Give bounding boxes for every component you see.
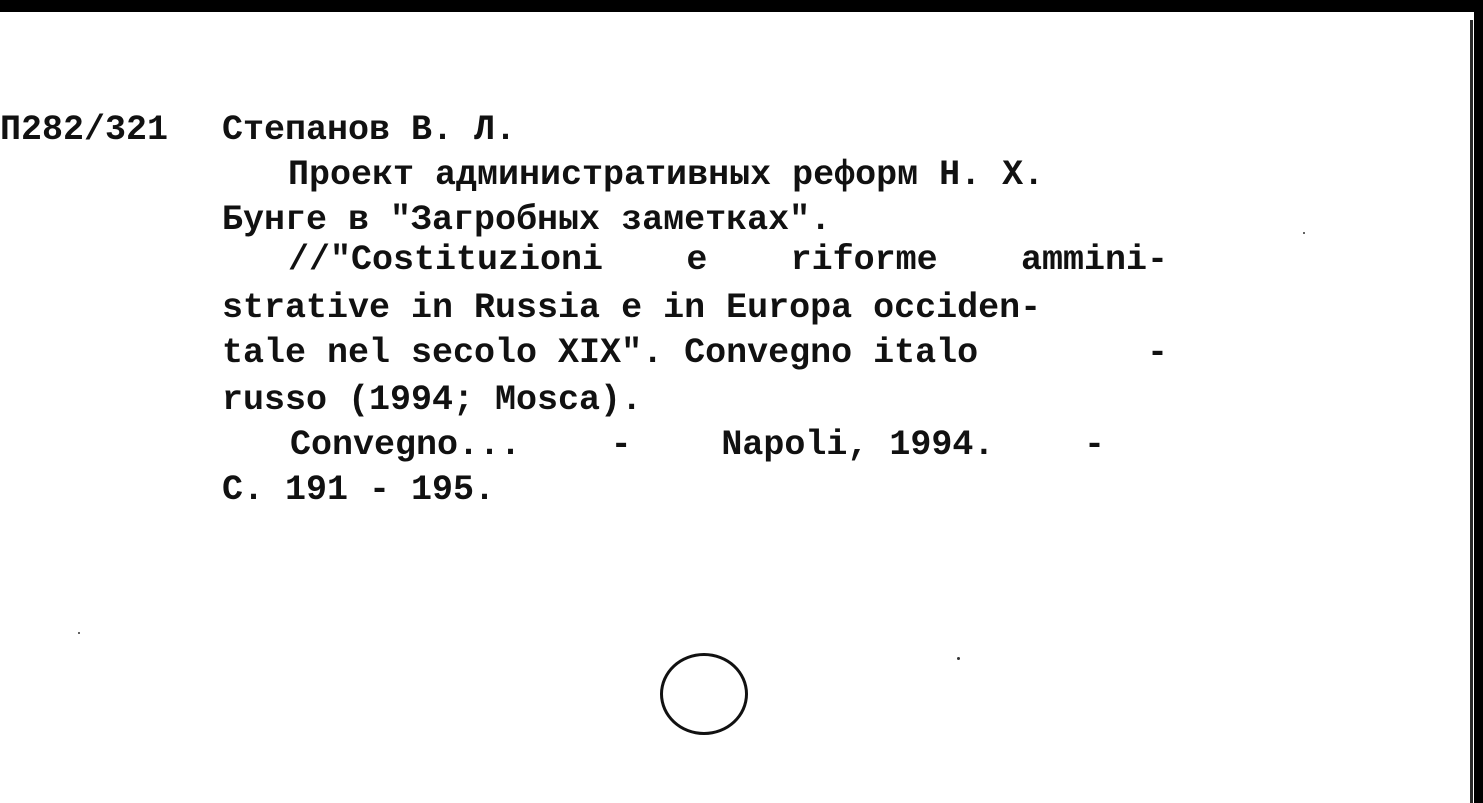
imprint-line [290,425,1105,465]
source-word: ammini- [1020,240,1168,280]
source-line [222,333,1168,373]
title-line: Проект административных реформ Н. Х. [288,155,1045,195]
source-line: strative in Russia e in Europa occiden- [222,288,1042,328]
scan-speck [957,657,960,660]
scan-border-top [0,0,1483,12]
scan-speck [1303,232,1305,234]
scan-border-right [1474,0,1483,803]
source-word: riforme [790,240,938,280]
source-dash: - [1146,333,1168,373]
imprint-part: - [610,425,632,465]
author: Степанов В. Л. [222,110,517,150]
source-line: russo (1994; Mosca). [222,380,643,420]
punch-hole [660,653,748,735]
source-word: e [686,240,708,280]
source-line [288,240,1168,280]
imprint-part: Convegno... [290,425,522,465]
imprint-part: - [1083,425,1105,465]
source-word: //"Costituzioni [288,240,604,280]
shelfmark: П282/321 [0,110,169,150]
imprint-part: Napoli, 1994. [721,425,995,465]
pages-line: С. 191 - 195. [222,470,496,510]
source-text: tale nel secolo XIX". Convegno italo [222,333,979,373]
scan-speck [78,632,80,634]
title-line: Бунге в "Загробных заметках". [222,200,832,240]
scan-border-right-inner [1470,20,1473,803]
